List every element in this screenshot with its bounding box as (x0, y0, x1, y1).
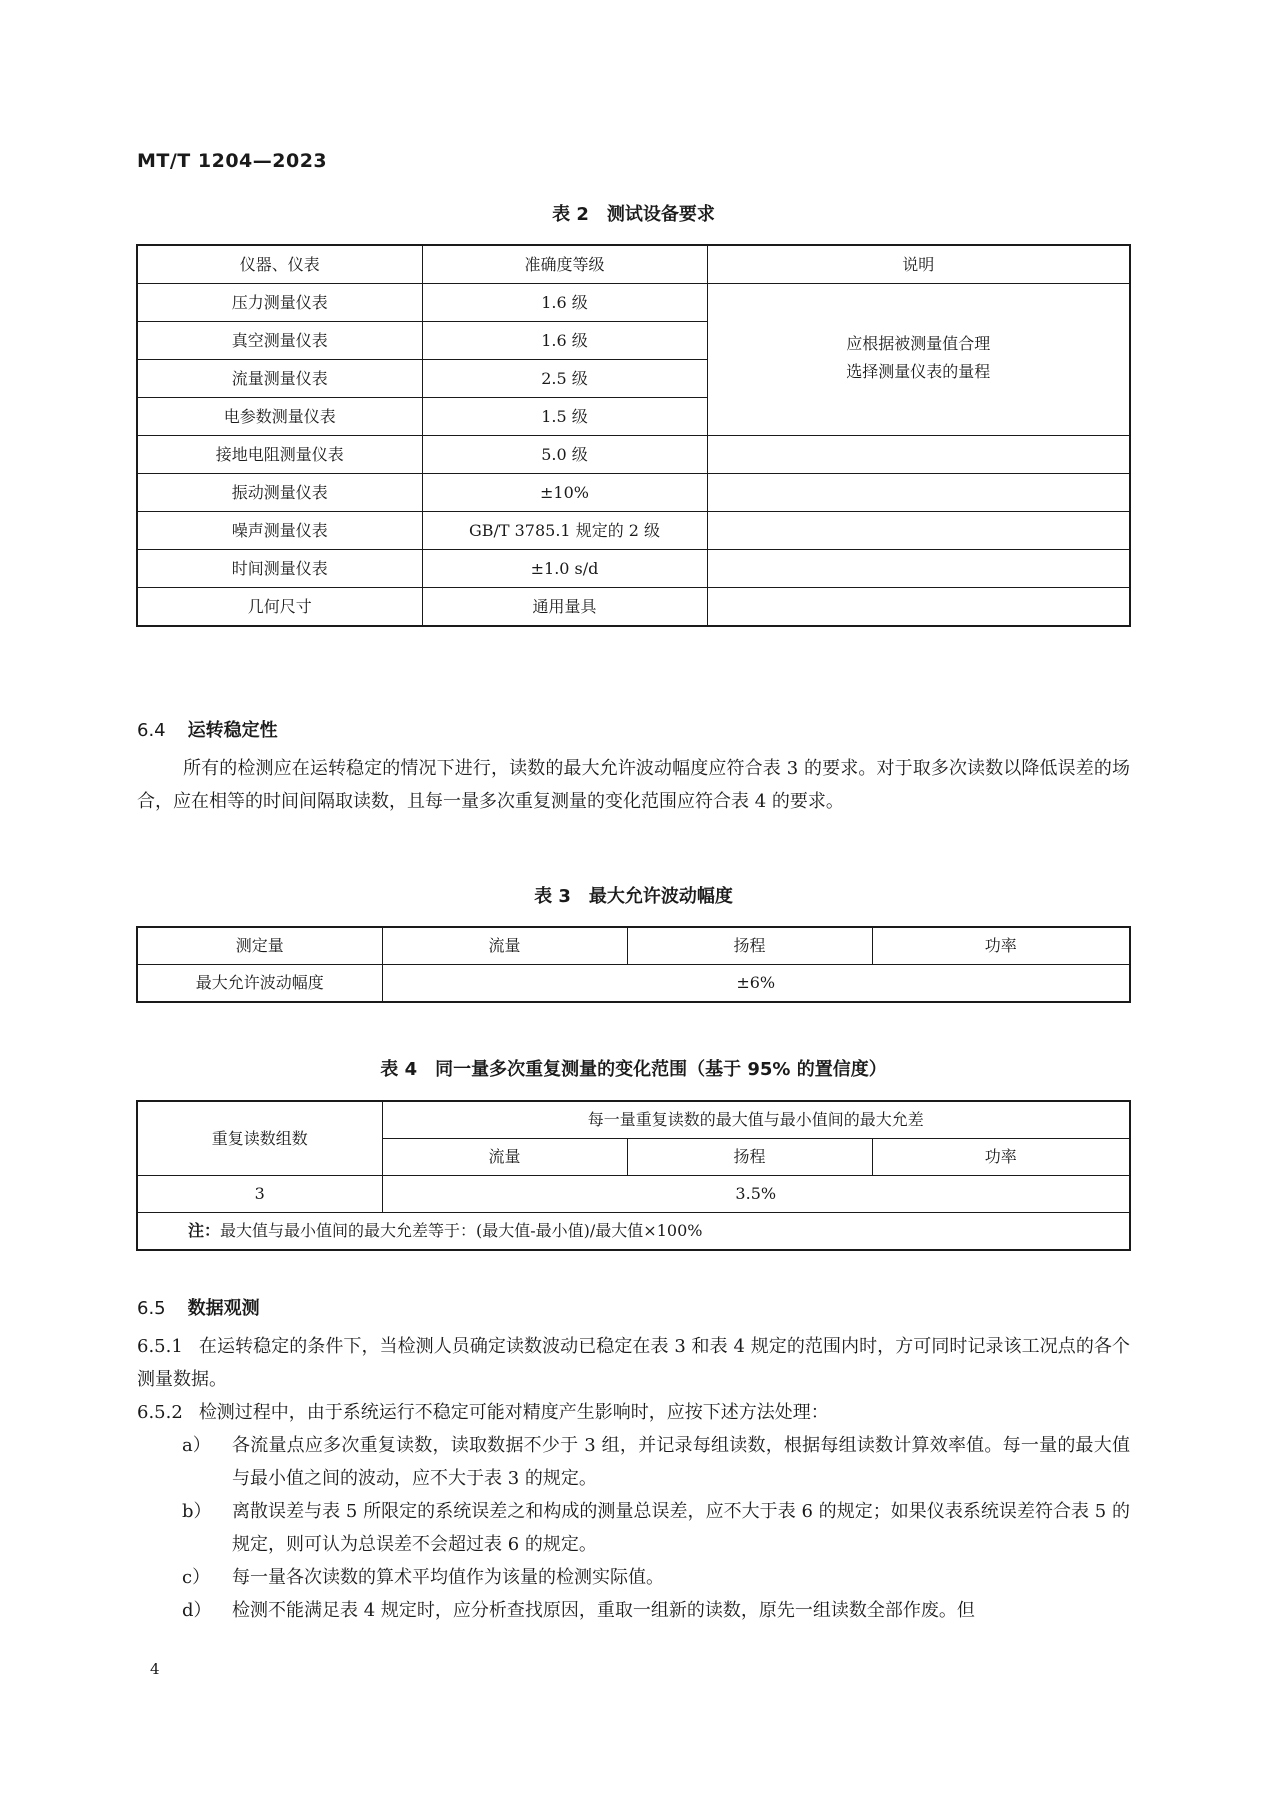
list-item-text: 离散误差与表 5 所限定的系统误差之和构成的测量总误差，应不大于表 6 的规定；如果仪表系统误差符合表 5 的规定，则可认为总误差不会超过表 6 的规定。 (232, 1501, 1130, 1555)
table-row (137, 588, 1130, 627)
value-cell: 3.5% (382, 1176, 1130, 1213)
row-count-cell: 3 (137, 1176, 382, 1213)
table-row (137, 550, 1130, 588)
table3-caption: 表 3 最大允许波动幅度 (534, 886, 733, 907)
note-label: 注： (188, 1221, 221, 1241)
accuracy-cell: 2.5 级 (422, 360, 707, 398)
note-text: 最大值与最小值间的最大允差等于：(最大值-最小值)/最大值×100% (220, 1221, 703, 1241)
empty-cell (707, 474, 1130, 512)
instrument-cell: 噪声测量仪表 (137, 512, 422, 550)
table-row (137, 436, 1130, 474)
table3 (136, 926, 1131, 1003)
accuracy-cell: 通用量具 (422, 588, 707, 627)
empty-cell (707, 550, 1130, 588)
section-6-5-heading (137, 1294, 260, 1320)
clause-text: 检测过程中，由于系统运行不稳定可能对精度产生影响时，应按下述方法处理： (198, 1402, 829, 1423)
instrument-cell: 流量测量仪表 (137, 360, 422, 398)
list-item (182, 1594, 1130, 1627)
accuracy-cell: 1.6 级 (422, 322, 707, 360)
section-number: 6.4 (137, 720, 166, 741)
instrument-cell: 真空测量仪表 (137, 322, 422, 360)
table-row (137, 1176, 1130, 1213)
table4-group-header: 每一量重复读数的最大值与最小值间的最大允差 (382, 1101, 1130, 1139)
table3-header-cell: 功率 (872, 927, 1130, 965)
table4-subheader-cell: 功率 (872, 1139, 1130, 1176)
table4-caption: 表 4 同一量多次重复测量的变化范围（基于 95% 的置信度） (380, 1059, 887, 1080)
list-item-label: c） (182, 1567, 211, 1588)
page-number: 4 (150, 1660, 160, 1678)
merged-note-line: 应根据被测量值合理 (846, 333, 991, 353)
accuracy-cell: ±10% (422, 474, 707, 512)
clause-number: 6.5.1 (137, 1336, 183, 1357)
list-item (182, 1429, 1130, 1495)
list-item-label: b） (182, 1501, 212, 1522)
list-item (182, 1561, 1130, 1594)
list-item-text: 每一量各次读数的算术平均值作为该量的检测实际值。 (232, 1567, 664, 1588)
table-row (137, 512, 1130, 550)
table4 (136, 1100, 1131, 1251)
document-id: MT/T 1204—2023 (137, 150, 328, 172)
accuracy-cell: GB/T 3785.1 规定的 2 级 (422, 512, 707, 550)
table2-header-cell: 仪器、仪表 (137, 245, 422, 284)
table3-header-row (137, 927, 1130, 965)
list-item-label: d） (182, 1600, 212, 1621)
table2-header-cell: 准确度等级 (422, 245, 707, 284)
list-item (182, 1495, 1130, 1561)
list-item-text: 各流量点应多次重复读数，读取数据不少于 3 组，并记录每组读数，根据每组读数计算效率值。每一量的最大值与最小值之间的波动，应不大于表 3 的规定。 (232, 1435, 1130, 1489)
table4-note-row (137, 1213, 1130, 1251)
clause-number: 6.5.2 (137, 1402, 183, 1423)
instrument-cell: 时间测量仪表 (137, 550, 422, 588)
instrument-cell: 接地电阻测量仪表 (137, 436, 422, 474)
table4-note-cell (137, 1213, 1130, 1251)
row-label-cell: 最大允许波动幅度 (137, 965, 382, 1003)
empty-cell (707, 512, 1130, 550)
accuracy-cell: 1.5 级 (422, 398, 707, 436)
instrument-cell: 电参数测量仪表 (137, 398, 422, 436)
table-row (137, 965, 1130, 1003)
table2 (136, 244, 1131, 627)
merged-note-line: 选择测量仪表的量程 (846, 361, 991, 381)
accuracy-cell: ±1.0 s/d (422, 550, 707, 588)
table-row (137, 284, 1130, 322)
list-item-label: a） (182, 1435, 211, 1456)
table3-header-cell: 流量 (382, 927, 627, 965)
table2-header-cell: 说明 (707, 245, 1130, 284)
empty-cell (707, 436, 1130, 474)
table4-header-row (137, 1101, 1130, 1139)
table2-header-row (137, 245, 1130, 284)
table4-subheader-cell: 扬程 (627, 1139, 872, 1176)
instrument-cell: 振动测量仪表 (137, 474, 422, 512)
section-title: 运转稳定性 (187, 720, 278, 741)
merged-note-cell (707, 284, 1130, 436)
table4-header-cell: 重复读数组数 (137, 1101, 382, 1176)
section-number: 6.5 (137, 1298, 166, 1319)
instrument-cell: 压力测量仪表 (137, 284, 422, 322)
instrument-cell: 几何尺寸 (137, 588, 422, 627)
clause-6-5-1 (137, 1330, 1130, 1396)
section-6-4-heading (137, 716, 278, 742)
section-6-4-paragraph: 所有的检测应在运转稳定的情况下进行，读数的最大允许波动幅度应符合表 3 的要求。对于取多次读数以降低误差的场合，应在相等的时间间隔取读数，且每一量多次重复测量的变化范围应符合表 4 的要求。 (137, 758, 1130, 812)
table-row (137, 474, 1130, 512)
empty-cell (707, 588, 1130, 627)
table2-caption: 表 2 测试设备要求 (552, 204, 715, 225)
accuracy-cell: 5.0 级 (422, 436, 707, 474)
table3-header-cell: 扬程 (627, 927, 872, 965)
value-cell: ±6% (382, 965, 1130, 1003)
accuracy-cell: 1.6 级 (422, 284, 707, 322)
clause-6-5-2 (137, 1396, 1130, 1429)
table3-header-cell: 测定量 (137, 927, 382, 965)
clause-text: 在运转稳定的条件下，当检测人员确定读数波动已稳定在表 3 和表 4 规定的范围内时，方可同时记录该工况点的各个测量数据。 (137, 1336, 1130, 1390)
table4-subheader-cell: 流量 (382, 1139, 627, 1176)
list-item-text: 检测不能满足表 4 规定时，应分析查找原因，重取一组新的读数，原先一组读数全部作废。但 (232, 1600, 975, 1621)
section-title: 数据观测 (187, 1298, 260, 1319)
